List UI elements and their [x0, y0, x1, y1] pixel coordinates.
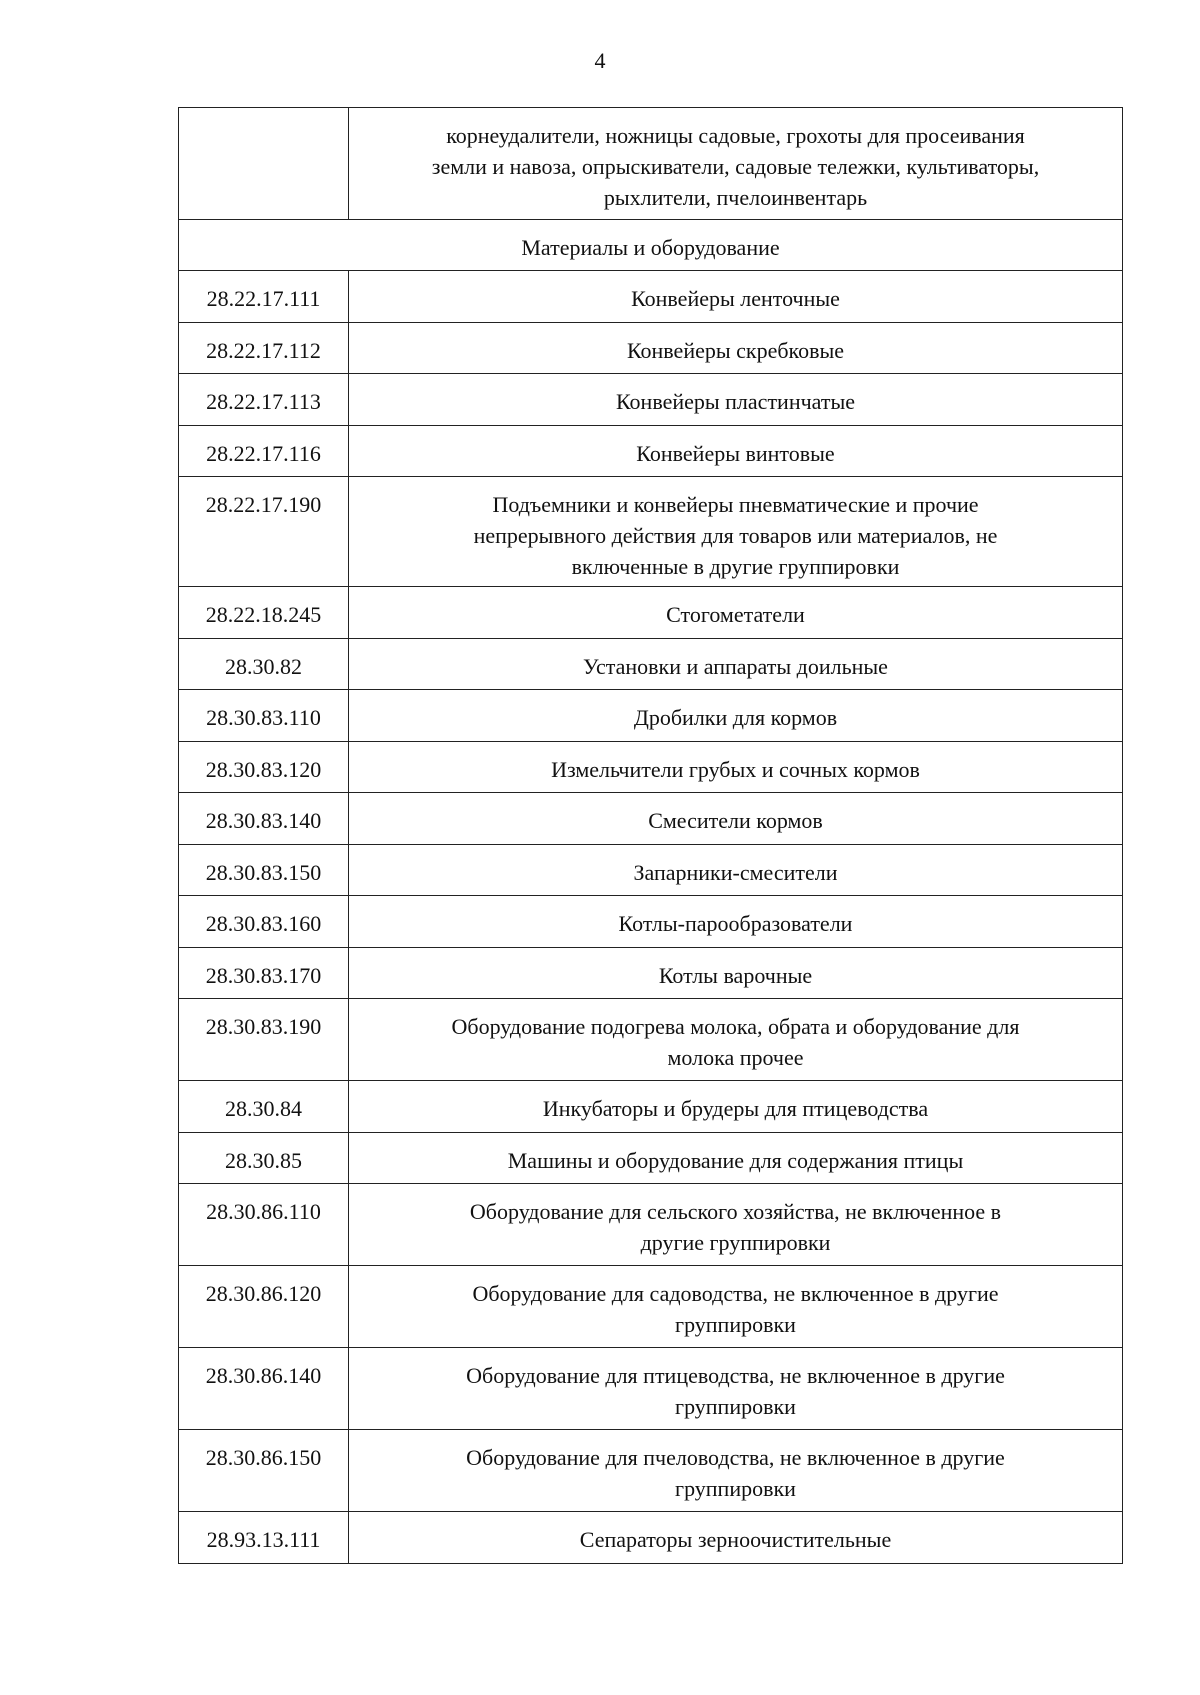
code-cell: [179, 108, 349, 220]
description-line: Запарники-смесители: [633, 859, 838, 885]
description-line: Оборудование подогрева молока, обрата и оборудование для: [451, 1014, 1020, 1039]
description-line: Стогометатели: [666, 602, 805, 627]
description-line: земли и навоза, опрыскиватели, садовые тележки, культиваторы,: [431, 154, 1040, 179]
section-title: Материалы и оборудование: [179, 220, 1123, 271]
table-row: [179, 896, 1123, 948]
code-cell: 28.22.17.111: [179, 271, 349, 323]
code-cell: 28.22.17.112: [179, 322, 349, 374]
description-cell: [349, 1081, 1123, 1133]
code-cell: 28.30.86.110: [179, 1184, 349, 1266]
table-row: [179, 1430, 1123, 1512]
description-cell: [349, 374, 1123, 426]
description-cell: [349, 947, 1123, 999]
table-row: [179, 1512, 1123, 1564]
description-cell: [349, 271, 1123, 323]
description-cell: [349, 741, 1123, 793]
code-cell: 28.30.83.120: [179, 741, 349, 793]
description-cell: [349, 108, 1123, 220]
code-cell: 28.93.13.111: [179, 1512, 349, 1564]
description-cell: [349, 638, 1123, 690]
description-line: молока прочее: [667, 1045, 804, 1070]
table-row: [179, 477, 1123, 587]
description-cell: [349, 587, 1123, 639]
table-row: [179, 587, 1123, 639]
description-line: Котлы-парообразователи: [618, 911, 853, 936]
table-row: [179, 1132, 1123, 1184]
table-row: [179, 374, 1123, 426]
code-cell: 28.30.83.170: [179, 947, 349, 999]
classification-table: [178, 107, 1123, 1564]
table-row: [179, 999, 1123, 1081]
description-cell: [349, 844, 1123, 896]
table-body: [179, 108, 1123, 1564]
section-header-row: [179, 220, 1123, 271]
code-cell: 28.30.82: [179, 638, 349, 690]
description-line: Конвейеры скребковые: [626, 337, 845, 363]
description-line: непрерывного действия для товаров или материалов, не: [473, 523, 998, 548]
description-line: Оборудование для пчеловодства, не включенное в другие: [466, 1445, 1005, 1470]
description-line: Котлы варочные: [658, 962, 813, 988]
description-line: Установки и аппараты доильные: [583, 653, 888, 679]
code-cell: 28.22.17.116: [179, 425, 349, 477]
table-row: [179, 690, 1123, 742]
description-line: Инкубаторы и брудеры для птицеводства: [542, 1096, 929, 1121]
description-line: группировки: [675, 1312, 796, 1337]
table-row: [179, 425, 1123, 477]
description-cell: [349, 1512, 1123, 1564]
table-row: [179, 947, 1123, 999]
code-cell: 28.30.83.160: [179, 896, 349, 948]
description-line: включенные в другие группировки: [571, 554, 900, 579]
description-line: Смесители кормов: [648, 808, 823, 833]
code-cell: 28.30.84: [179, 1081, 349, 1133]
description-line: Машины и оборудование для содержания птицы: [507, 1147, 964, 1173]
table-row: [179, 322, 1123, 374]
description-line: Оборудование для птицеводства, не включенное в другие: [466, 1363, 1005, 1388]
description-line: Конвейеры винтовые: [636, 440, 835, 466]
code-cell: 28.30.86.140: [179, 1348, 349, 1430]
code-cell: 28.30.83.140: [179, 793, 349, 845]
description-cell: [349, 793, 1123, 845]
description-line: группировки: [675, 1394, 796, 1419]
page-number: 4: [594, 48, 606, 73]
description-cell: [349, 1132, 1123, 1184]
description-cell: [349, 1266, 1123, 1348]
description-cell: [349, 999, 1123, 1081]
description-line: Подъемники и конвейеры пневматические и прочие: [492, 492, 979, 517]
code-cell: 28.30.86.150: [179, 1430, 349, 1512]
code-cell: 28.22.18.245: [179, 587, 349, 639]
description-line: Сепараторы зерноочистительные: [579, 1527, 892, 1552]
description-line: рыхлители, пчелоинвентарь: [603, 185, 868, 210]
description-line: корнеудалители, ножницы садовые, грохоты для просеивания: [446, 123, 1025, 148]
description-cell: [349, 1430, 1123, 1512]
description-cell: [349, 477, 1123, 587]
table-row: [179, 271, 1123, 323]
table-row: [179, 741, 1123, 793]
description-cell: [349, 896, 1123, 948]
code-cell: 28.30.83.190: [179, 999, 349, 1081]
description-line: другие группировки: [640, 1230, 831, 1255]
code-cell: 28.22.17.113: [179, 374, 349, 426]
code-cell: 28.30.86.120: [179, 1266, 349, 1348]
table-row: [179, 1348, 1123, 1430]
code-cell: 28.30.85: [179, 1132, 349, 1184]
code-cell: 28.30.83.110: [179, 690, 349, 742]
table-row: [179, 1184, 1123, 1266]
table-row: [179, 1081, 1123, 1133]
table-row: [179, 638, 1123, 690]
table-row: [179, 844, 1123, 896]
description-line: Оборудование для садоводства, не включенное в другие: [472, 1281, 999, 1306]
description-line: Оборудование для сельского хозяйства, не включенное в: [469, 1199, 1002, 1224]
code-cell: 28.30.83.150: [179, 844, 349, 896]
description-line: Измельчители грубых и сочных кормов: [551, 756, 920, 782]
description-cell: [349, 425, 1123, 477]
code-cell: 28.22.17.190: [179, 477, 349, 587]
table-row-continuation: [179, 108, 1123, 220]
description-line: группировки: [675, 1476, 796, 1501]
description-line: Дробилки для кормов: [633, 705, 838, 730]
table-row: [179, 793, 1123, 845]
description-cell: [349, 322, 1123, 374]
table-row: [179, 1266, 1123, 1348]
description-cell: [349, 1184, 1123, 1266]
description-line: Конвейеры пластинчатые: [615, 389, 856, 414]
description-cell: [349, 690, 1123, 742]
description-line: Конвейеры ленточные: [631, 286, 840, 311]
description-cell: [349, 1348, 1123, 1430]
